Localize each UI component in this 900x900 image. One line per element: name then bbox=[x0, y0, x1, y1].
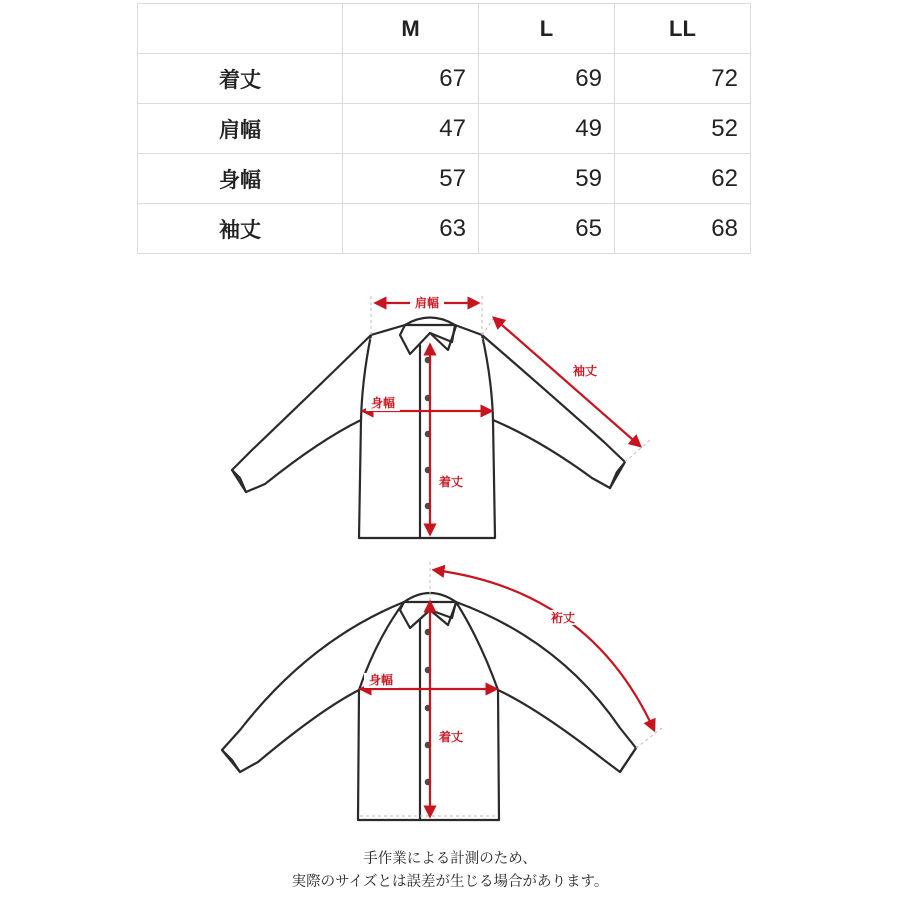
table-cell: 57 bbox=[343, 154, 479, 204]
row-label: 肩幅 bbox=[138, 104, 343, 154]
header-size-ll: LL bbox=[615, 4, 751, 54]
table-row bbox=[138, 104, 751, 154]
label-sleeve: 袖丈 bbox=[572, 364, 598, 378]
note-line-1: 手作業による計測のため、 bbox=[363, 851, 537, 867]
shirt-diagram-set-in-sleeve bbox=[0, 275, 900, 555]
note-line-2: 実際のサイズとは誤差が生じる場合があります。 bbox=[291, 874, 609, 890]
row-label: 着丈 bbox=[138, 54, 343, 104]
measure-length-raglan bbox=[430, 602, 468, 816]
measure-length bbox=[430, 345, 468, 534]
label-length-raglan: 着丈 bbox=[438, 730, 464, 744]
table-corner-cell bbox=[138, 4, 343, 54]
table-cell: 65 bbox=[479, 204, 615, 254]
table-cell: 72 bbox=[615, 54, 751, 104]
table-cell: 67 bbox=[343, 54, 479, 104]
table-row bbox=[138, 54, 751, 104]
row-label: 袖丈 bbox=[138, 204, 343, 254]
header-size-m: M bbox=[343, 4, 479, 54]
table-row bbox=[138, 154, 751, 204]
table-cell: 62 bbox=[615, 154, 751, 204]
label-shoulder: 肩幅 bbox=[414, 296, 440, 310]
measure-shoulder bbox=[376, 295, 478, 310]
measure-chest-raglan bbox=[361, 672, 496, 689]
label-chest-raglan: 身幅 bbox=[368, 673, 394, 687]
table-cell: 59 bbox=[479, 154, 615, 204]
size-table bbox=[137, 3, 751, 254]
table-cell: 68 bbox=[615, 204, 751, 254]
table-cell: 63 bbox=[343, 204, 479, 254]
table-cell: 52 bbox=[615, 104, 751, 154]
table-cell: 49 bbox=[479, 104, 615, 154]
table-header-row bbox=[138, 4, 751, 54]
measurement-note bbox=[0, 848, 900, 894]
header-size-l: L bbox=[479, 4, 615, 54]
measure-sleeve bbox=[494, 318, 640, 446]
table-cell: 47 bbox=[343, 104, 479, 154]
table-cell: 69 bbox=[479, 54, 615, 104]
table-row bbox=[138, 204, 751, 254]
guide-lines-raglan bbox=[430, 562, 662, 748]
shirt-outline bbox=[232, 318, 625, 539]
label-yuki: 裄丈 bbox=[550, 611, 576, 625]
row-label: 身幅 bbox=[138, 154, 343, 204]
shirt-diagram-raglan-sleeve bbox=[0, 560, 900, 830]
label-length: 着丈 bbox=[438, 475, 464, 489]
label-chest: 身幅 bbox=[370, 396, 396, 410]
